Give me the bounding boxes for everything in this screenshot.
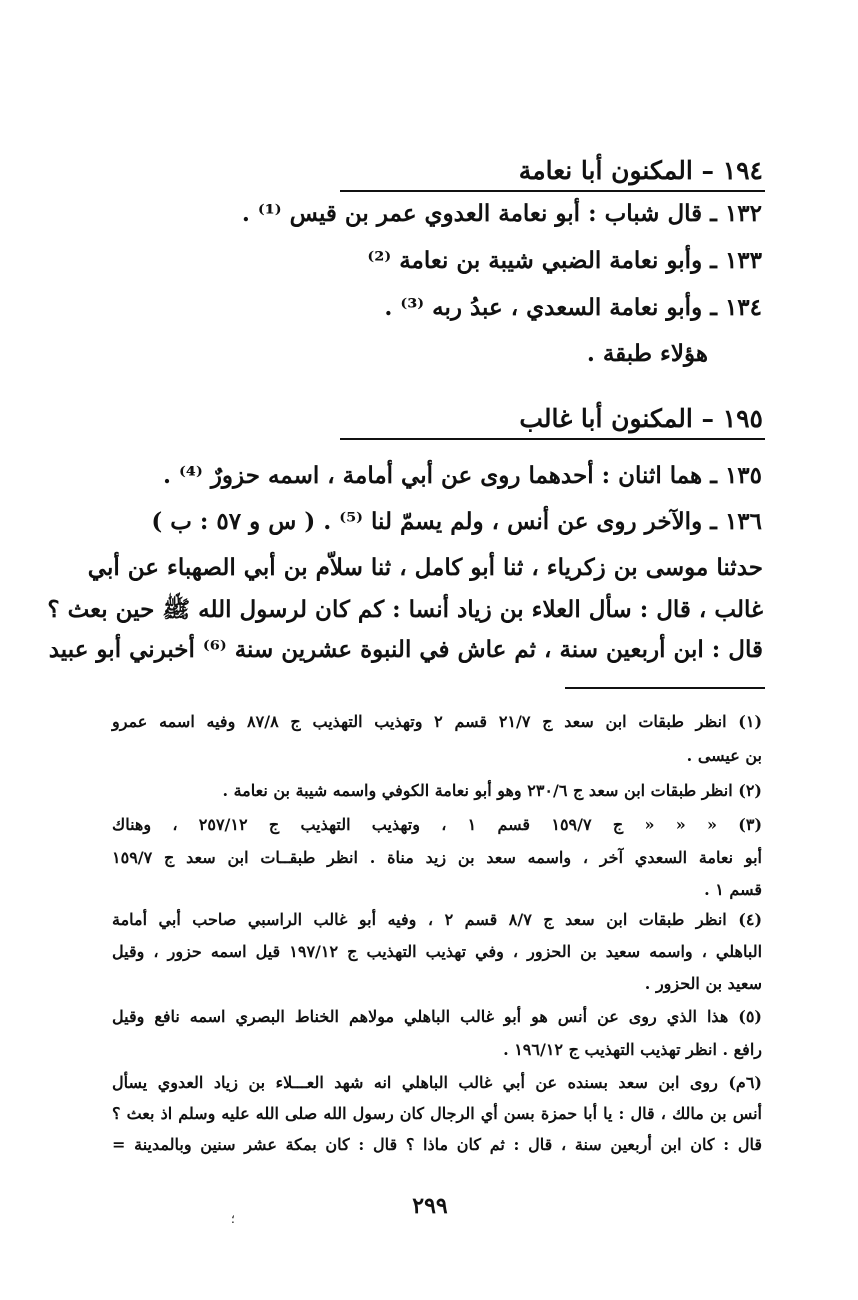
footnote-line: أنس بن مالك ، قال : يا أبا حمزة بسن أي الرجال كان رسول الله صلى الله عليه وسلم اذ بعث ؟ (112, 1104, 762, 1123)
entry-135: ١٣٥ ـ هما اثنان : أحدهما روى عن أبي أمامة ، اسمه حزورٌ ⁽⁴⁾ . (163, 462, 762, 489)
footnote-line: (٢) انظر طبقات ابن سعد ج ٢٣٠/٦ وهو أبو نعامة الكوفي واسمه شيبة بن نعامة . (222, 781, 762, 800)
footnote-line: قسم ١ . (704, 880, 762, 899)
footnote-line: سعيد بن الحزور . (644, 974, 762, 993)
entry-132: ١٣٢ ـ قال شباب : أبو نعامة العدوي عمر بن قيس ⁽¹⁾ . (241, 200, 762, 227)
entry-136: ١٣٦ ـ والآخر روى عن أنس ، ولم يسمّ لنا ⁽⁵⁾ . ( س و ٥٧ : ب ) (151, 508, 762, 535)
section-195-heading: ١٩٥ – المكنون أبا غالب (519, 404, 763, 433)
page-number: ٢٩٩ (412, 1193, 448, 1219)
footnote-line: بن عيسى . (686, 746, 762, 765)
section-194-heading: ١٩٤ – المكنون أبا نعامة (518, 156, 763, 185)
footnote-line: (٥) هذا الذي روى عن أنس هو أبو غالب الباهلي مولاهم الخناط البصري اسمه نافع وقيل (112, 1007, 762, 1026)
entry-133: ١٣٣ ـ وأبو نعامة الضبي شيبة بن نعامة ⁽²⁾ (367, 247, 762, 274)
footnote-line: (٦م) روى ابن سعد بسنده عن أبي غالب الباهلي انه شهد العـــلاء بن زياد العدوي يسأل (112, 1073, 762, 1092)
footnote-line: (٣) « « « ج ١٥٩/٧ قسم ١ ، وتهذيب التهذيب ج ٢٥٧/١٢ ، وهناك (112, 815, 763, 834)
body-text-line: حدثنا موسى بن زكرياء ، ثنا أبو كامل ، ثنا سلاّم بن أبي الصهباء عن أبي (87, 554, 763, 581)
heading-rule-195 (340, 438, 765, 440)
footnote-line: الباهلي ، واسمه سعيد بن الحزور ، وفي تهذيب التهذيب ج ١٩٧/١٢ قيل اسمه حزور ، وقيل (112, 942, 763, 961)
footnote-line: رافع . انظر تهذيب التهذيب ج ١٩٦/١٢ . (503, 1040, 762, 1059)
footnote-line: أبو نعامة السعدي آخر ، واسمه سعد بن زيد مناة . انظر طبقــات ابن سعد ج ١٥٩/٧ (112, 848, 762, 867)
heading-rule-194 (340, 190, 765, 192)
body-text-line: قال : ابن أربعين سنة ، ثم عاش في النبوة عشرين سنة ⁽⁶⁾ أخبرني أبو عبيد (48, 636, 763, 663)
footnote-line: قال : كان ابن أربعين سنة ، قال : ثم كان ماذا ؟ قال : كان بمكة عشر سنين وبالمدينة = (112, 1135, 762, 1154)
body-text-line: غالب ، قال : سأل العلاء بن زياد أنسا : كم كان لرسول الله ﷺ حين بعث ؟ (47, 596, 763, 623)
stray-mark: ؛ (231, 1212, 235, 1226)
footnote-separator (565, 687, 765, 689)
footnote-line: (٤) انظر طبقات ابن سعد ج ٨/٧ قسم ٢ ، وفيه أبو غالب الراسبي صاحب أبي أمامة (112, 910, 763, 929)
entry-note: هؤلاء طبقة . (586, 340, 708, 367)
footnote-line: (١) انظر طبقات ابن سعد ج ٢١/٧ قسم ٢ وتهذيب التهذيب ج ٨٧/٨ وفيه اسمه عمرو (112, 712, 763, 731)
entry-134: ١٣٤ ـ وأبو نعامة السعدي ، عبدُ ربه ⁽³⁾ . (384, 294, 762, 321)
